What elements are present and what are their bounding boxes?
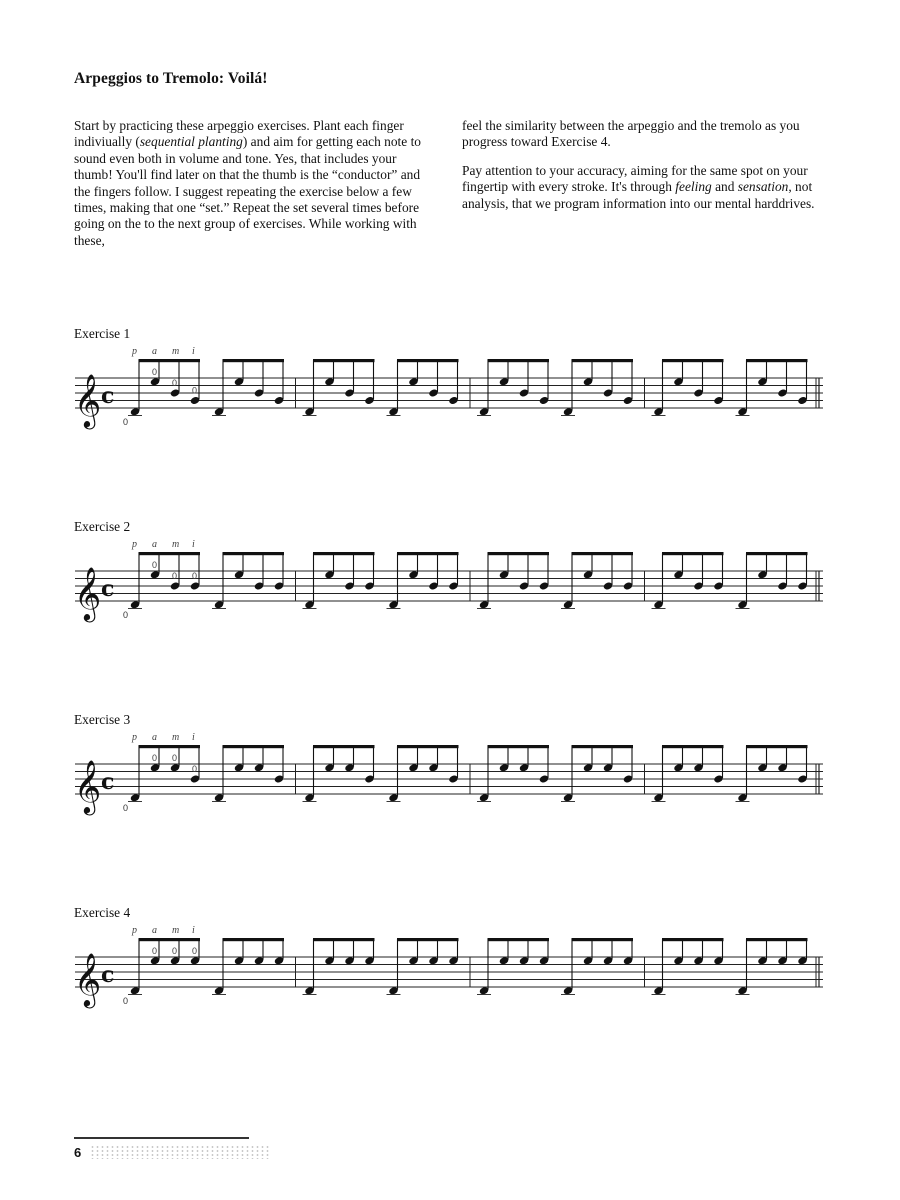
left-paragraph-1: Start by practicing these arpeggio exercises. Plant each finger indiviually (sequential planting) and aim for getting each note to sound even both in volume and tone. Yes, that includes your thumb! You'll find later on that the thumb is the “conductor” and the fingers follow. I suggest repeating the exercise below a few times, making that one “set.” Repeat the set several times before going on the to the next group of exercises. While working with these, (74, 118, 421, 248)
open-string-mark: 0 (123, 610, 129, 620)
open-string-mark: 0 (152, 752, 158, 763)
open-string-mark: 0 (123, 417, 129, 427)
fingering-i: i (192, 539, 195, 550)
open-string-mark: 0 (192, 385, 198, 396)
exercise-1-label: Exercise 1 (74, 326, 131, 341)
open-string-mark: 0 (172, 571, 178, 581)
exercise-2-staff (70, 533, 830, 653)
open-string-mark: 0 (192, 764, 198, 774)
time-signature: c (101, 961, 115, 988)
text-column-right (462, 118, 822, 224)
footer-pattern (90, 1145, 270, 1159)
text-column-left (74, 118, 434, 261)
page-number: 6 (74, 1145, 82, 1160)
fingering-p: p (132, 346, 137, 357)
fingering-i: i (192, 732, 195, 743)
open-string-mark: 0 (172, 945, 178, 956)
open-string-mark: 0 (152, 945, 158, 956)
treble-clef-icon: 𝄞 (74, 566, 102, 620)
fingering-m: m (172, 346, 180, 357)
open-string-mark: 0 (172, 752, 178, 763)
open-string-mark: 0 (192, 945, 198, 956)
fingering-i: i (192, 346, 195, 357)
exercise-3-label: Exercise 3 (74, 712, 131, 727)
exercise-4-label: Exercise 4 (74, 905, 131, 920)
time-signature: c (101, 575, 115, 602)
page-title: Arpeggios to Tremolo: Voilá! (74, 70, 268, 87)
fingering-a: a (152, 925, 157, 936)
fingering-p: p (132, 925, 137, 936)
footer-rule (74, 1137, 249, 1139)
exercise-3-staff (70, 726, 830, 846)
open-string-mark: 0 (152, 366, 158, 377)
time-signature: c (101, 768, 115, 795)
open-string-mark: 0 (123, 803, 129, 813)
open-string-mark: 0 (172, 378, 178, 388)
fingering-m: m (172, 732, 180, 743)
open-string-mark: 0 (192, 571, 198, 581)
exercise-4-staff (70, 919, 830, 1039)
fingering-m: m (172, 539, 180, 550)
fingering-p: p (132, 539, 137, 550)
fingering-a: a (152, 732, 157, 743)
open-string-mark: 0 (123, 996, 129, 1006)
exercise-2-label: Exercise 2 (74, 519, 131, 534)
fingering-a: a (152, 346, 157, 357)
exercise-1-staff (70, 340, 830, 460)
treble-clef-icon: 𝄞 (74, 373, 102, 427)
fingering-m: m (172, 925, 180, 936)
fingering-p: p (132, 732, 137, 743)
treble-clef-icon: 𝄞 (74, 759, 102, 813)
right-paragraph-1: feel the similarity between the arpeggio and the tremolo as you progress toward Exercise 4. (462, 118, 800, 150)
treble-clef-icon: 𝄞 (74, 952, 102, 1006)
right-paragraph-2: Pay attention to your accuracy, aiming for the same spot on your fingertip with every stroke. It's through feeling and sensation, not analysis, that we program information into our mental harddrives. (462, 162, 815, 211)
fingering-a: a (152, 539, 157, 550)
time-signature: c (101, 382, 115, 409)
open-string-mark: 0 (152, 559, 158, 570)
fingering-i: i (192, 925, 195, 936)
